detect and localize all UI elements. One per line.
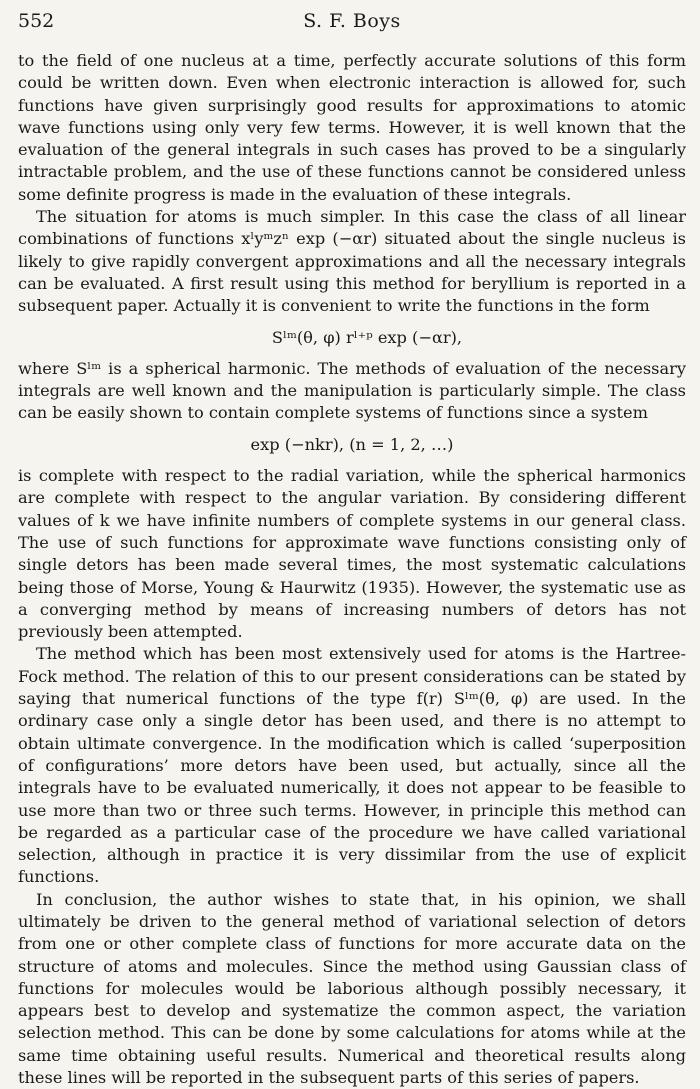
page-number: 552: [18, 10, 55, 32]
paragraph-4: is complete with respect to the radial variation, while the spherical harmonics are complete with respect to the angular variation. By considering different values of k we have infinite numbers of complete systems in our general class. The use of such functions for approximate wave functions consisting only of single detors has been made several times, the most systematic calculations being those of Morse, Young & Haurwitz (1935). However, the systematic use as a converging method by means of increasing numbers of detors has not previously been attempted.: [18, 466, 686, 642]
paragraph-5: The method which has been most extensively used for atoms is the Hartree-Fock method. The relation of this to our present considerations can be stated by saying that numerical functions of the type f(r) Sˡᵐ(θ, φ) are used. In the ordinary case only a single detor has been used, and there is no attempt to obtain ultimate convergence. In the modification which is called ‘superposition of configurations’ more detors have been used, but actually, since all the integrals have to be evaluated numerically, it does not appear to be feasible to use more than two or three such terms. However, in principle this method can be regarded as a particular case of the procedure we have called variational selection, although in practice it is very dissimilar from the use of explicit functions.: [18, 644, 686, 887]
equation-spherical-form: Sˡᵐ(θ, φ) rˡ⁺ᵖ exp (−αr),: [271, 327, 463, 347]
paragraph-6: In conclusion, the author wishes to state that, in his opinion, we shall ultimately be driven to the general method of variational selection of detors from one or other complete class of functions for more accurate data on the structure of atoms and molecules. Since the method using Gaussian class of functions for molecules would be laborious although possibly necessary, it appears best to develop and systematize the common aspect, the variation selection method. This can be done by some calculations for atoms while at the same time obtaining useful results. Numerical and theoretical results along these lines will be reported in the subsequent parts of this series of papers.: [18, 889, 686, 1088]
paragraph-2: The situation for atoms is much simpler. In this case the class of all linear combinations of functions xˡyᵐzⁿ exp (−αr) situated about the single nucleus is likely to give rapidly convergent approximations and all the necessary integrals can be evaluated. A first result using this method for beryllium is reported in a subsequent paper. Actually it is convenient to write the functions in the form: [18, 207, 686, 316]
paragraph-3: where Sˡᵐ is a spherical harmonic. The methods of evaluation of the necessary integrals are well known and the manipulation is particularly simple. The class can be easily shown to contain complete systems of functions since a system: [18, 358, 686, 423]
running-head: S. F. Boys: [303, 10, 401, 32]
page-header: [18, 10, 686, 40]
equation-radial-system: exp (−nkr), (n = 1, 2, …): [250, 434, 454, 454]
paragraph-1: to the field of one nucleus at a time, perfectly accurate solutions of this form could be written down. Even when electronic interaction is allowed for, such functions have given surprisingly good results for approximations to atomic wave functions using only very few terms. However, it is well known that the evaluation of the general integrals in such cases has proved to be a singularly intractable problem, and the use of these functions cannot be considered unless some definite progress is made in the evaluation of these integrals.: [18, 51, 686, 204]
